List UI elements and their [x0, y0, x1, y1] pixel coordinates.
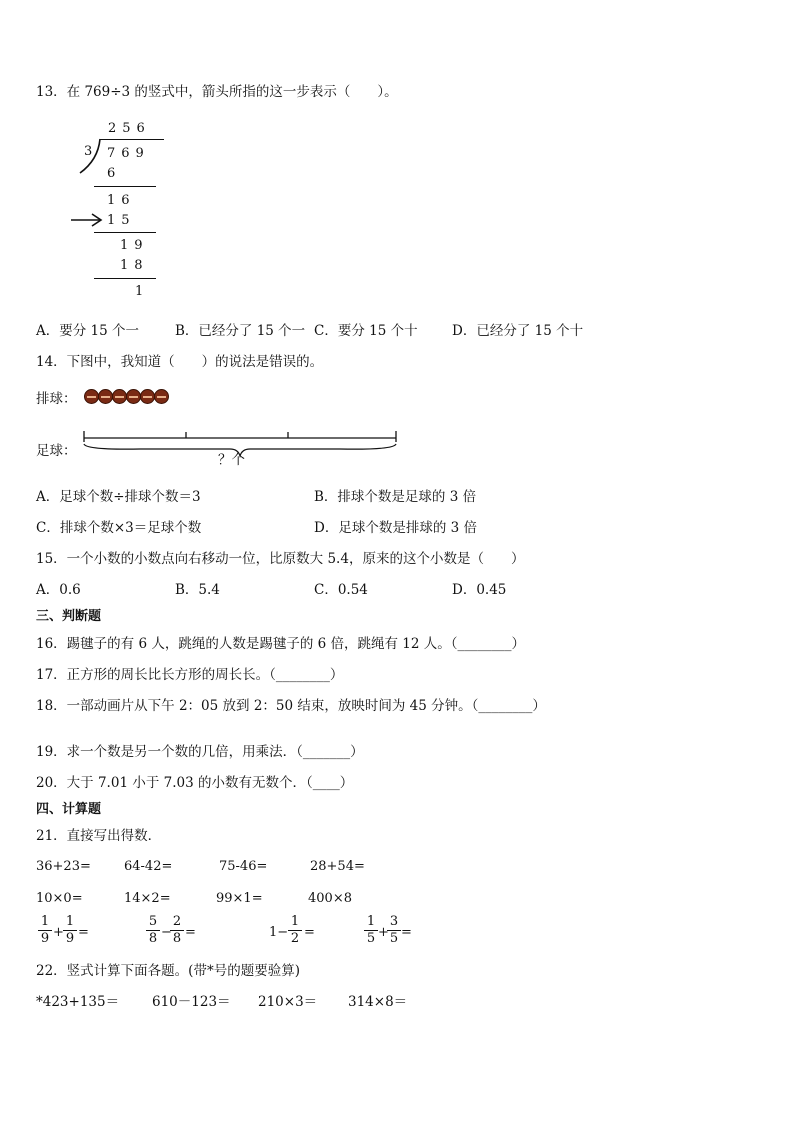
calc-item: 10×0=	[36, 891, 83, 906]
division-step1: 6	[107, 166, 122, 181]
fraction: $\frac{5}{8}$	[146, 915, 160, 946]
calc-item: 36+23=	[36, 859, 91, 874]
volleyball-icon	[126, 389, 141, 404]
q20-text: 20．大于 7.01 小于 7.03 的小数有无数个．（____）	[36, 775, 354, 791]
q13-text: 13．在 769÷3 的竖式中，箭头所指的这一步表示（ ）。	[36, 84, 398, 100]
q14-option-a[interactable]: A．足球个数÷排球个数＝3	[36, 489, 201, 505]
calc-item: 28+54=	[310, 859, 365, 874]
volleyball-icon	[98, 389, 113, 404]
q15-text: 15．一个小数的小数点向右移动一位，比原数大 5.4，原来的这个小数是（ ）	[36, 551, 525, 567]
q14-option-d[interactable]: D．足球个数是排球的 3 倍	[314, 520, 477, 536]
division-step2: 16	[107, 193, 136, 208]
calc-item: 314×8＝	[348, 994, 408, 1010]
division-line-1	[94, 186, 156, 187]
fraction: $\frac{1}{5}$	[364, 915, 378, 946]
fraction: $\frac{2}{8}$	[170, 915, 184, 946]
division-line-3	[94, 278, 156, 279]
calc-item: 610－123＝	[152, 994, 231, 1010]
division-step3: 15	[107, 213, 136, 228]
volleyball-icon	[84, 389, 99, 404]
division-line-2	[94, 232, 156, 233]
football-question-mark: ？个	[218, 452, 245, 468]
division-dividend: 769	[107, 146, 150, 161]
volleyball-label: 排球：	[36, 391, 77, 407]
volleyball-row	[84, 389, 168, 408]
q22-text: 22．竖式计算下面各题。(带*号的题要验算)	[36, 963, 300, 979]
q17-text: 17．正方形的周长比长方形的周长长。（________）	[36, 667, 344, 683]
section-heading-calculation: 四、计算题	[36, 802, 102, 817]
calc-item: 14×2=	[124, 891, 171, 906]
q18-text: 18．一部动画片从下午 2：05 放到 2：50 结束，放映时间为 45 分钟。（________）	[36, 698, 546, 714]
division-bracket-icon	[78, 138, 104, 176]
q14-option-c[interactable]: C．排球个数×3＝足球个数	[36, 520, 202, 536]
q13-option-b[interactable]: B．已经分了 15 个一	[175, 323, 306, 339]
q19-text: 19．求一个数是另一个数的几倍，用乘法．（_______）	[36, 744, 364, 760]
q13-option-d[interactable]: D．已经分了 15 个十	[452, 323, 584, 339]
division-quotient: 256	[108, 121, 151, 136]
volleyball-icon	[140, 389, 155, 404]
q16-text: 16．踢毽子的有 6 人，跳绳的人数是踢毽子的 6 倍，跳绳有 12 人。（________）	[36, 636, 526, 652]
q15-option-b[interactable]: B．5.4	[175, 582, 220, 598]
calc-item: 75-46=	[219, 859, 268, 874]
q21-text: 21．直接写出得数．	[36, 828, 162, 844]
division-divisor: 3	[84, 144, 99, 159]
q13-option-a[interactable]: A．要分 15 个一	[36, 323, 140, 339]
volleyball-icon	[112, 389, 127, 404]
football-label: 足球：	[36, 443, 77, 459]
fraction: $\frac{1}{9}$	[63, 915, 77, 946]
arrow-right-icon	[70, 212, 104, 228]
q15-option-c[interactable]: C．0.54	[314, 582, 368, 598]
calc-item: *423+135＝	[36, 994, 120, 1010]
q15-option-d[interactable]: D．0.45	[452, 582, 507, 598]
q14-option-b[interactable]: B．排球个数是足球的 3 倍	[314, 489, 477, 505]
calc-item: 99×1=	[216, 891, 263, 906]
fraction: $\frac{1}{2}$	[288, 915, 302, 946]
division-remainder: 1	[135, 284, 150, 299]
division-step5: 18	[120, 258, 149, 273]
section-heading-judgment: 三、判断题	[36, 609, 102, 624]
division-top-line	[100, 139, 164, 140]
fraction: $\frac{1}{9}$	[38, 915, 52, 946]
q15-option-a[interactable]: A．0.6	[36, 582, 81, 598]
fraction: $\frac{3}{5}$	[387, 915, 401, 946]
calc-item: 400×8	[308, 891, 352, 906]
q13-option-c[interactable]: C．要分 15 个十	[314, 323, 418, 339]
calc-item: 210×3＝	[258, 994, 318, 1010]
calc-item: 64-42=	[124, 859, 173, 874]
q14-text: 14．下图中，我知道（ ）的说法是错误的。	[36, 354, 324, 370]
division-step4: 19	[120, 238, 149, 253]
volleyball-icon	[154, 389, 169, 404]
